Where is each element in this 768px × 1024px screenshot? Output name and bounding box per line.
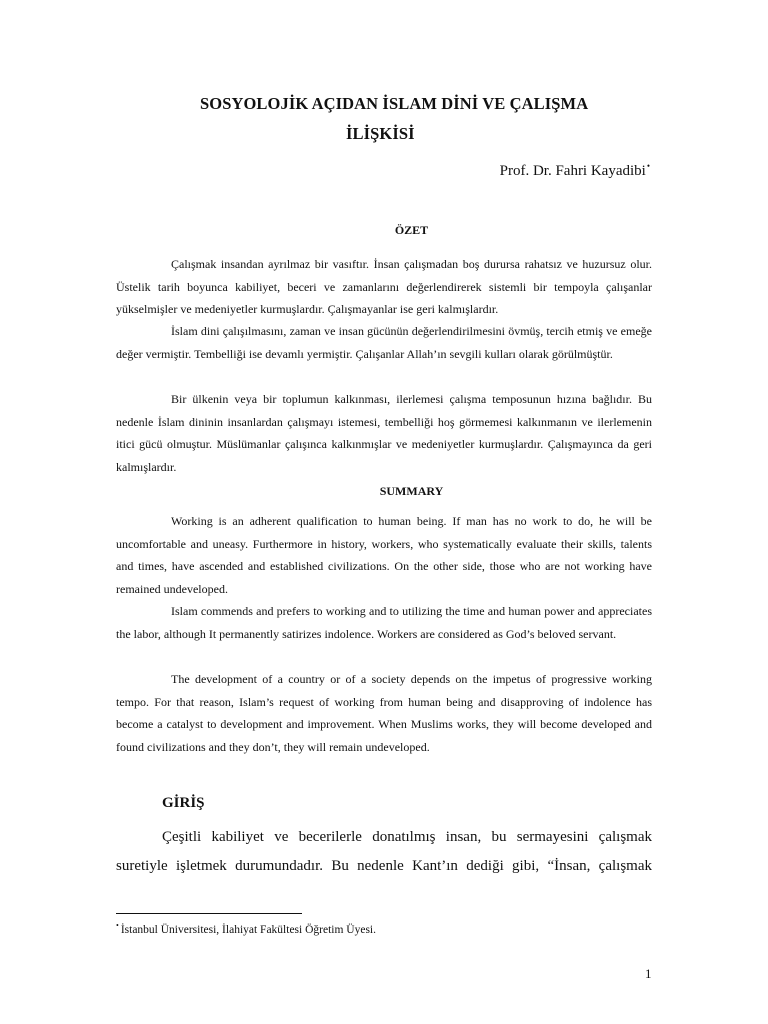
page-number: 1 bbox=[645, 966, 652, 981]
ozet-paragraph: Bir ülkenin veya bir toplumun kalkınması, ilerlemesi çalışma temposunun hızına bağlıdır. Bu nedenle İslam dininin insanlardan çalışmayı istemesi, tembelliği hoş görmemesi kalkınmanın ve ilerlemenin itici gücü olmuştur. Müslümanlar çalışınca kalkınmışlar ve medeniyetler kurmuşlardır. Çalışmayınca da geri kalmışlardır. bbox=[116, 392, 652, 474]
author-footnote-marker: • bbox=[646, 161, 650, 171]
ozet-paragraph: İslam dini çalışılmasını, zaman ve insan gücünün değerlendirilmesini övmüş, tercih etmiş ve emeğe değer vermiştir. Tembelliği ise devamlı yermiştir. Çalışanlar Allah’ın sevgili kulları olarak görülmüştür. bbox=[116, 324, 652, 361]
giris-heading: GİRİŞ bbox=[162, 795, 205, 811]
ozet-heading: ÖZET bbox=[394, 223, 429, 237]
footnote-text: İstanbul Üniversitesi, İlahiyat Fakültesi Öğretim Üyesi. bbox=[120, 924, 377, 936]
summary-paragraph: Working is an adherent qualification to human being. If man has no work to do, he will be uncomfortable and uneasy. Furthermore in history, workers, who systematically evaluate their skills, talents and times, have ascended and established civilizations. On the other side, those who are not working have remained undeveloped. bbox=[116, 514, 652, 596]
summary-paragraph: The development of a country or of a society depends on the impetus of progressive working tempo. For that reason, Islam’s request of working from human being and disapproving of indolence has become a catalyst to development and improvement. When Muslims works, they will become developed and found civilizations and they don’t, they will remain undeveloped. bbox=[116, 672, 652, 754]
article-title-line-2: İLİŞKİSİ bbox=[346, 124, 415, 143]
footnote bbox=[116, 921, 376, 936]
footnote-marker: • bbox=[116, 921, 119, 930]
summary-heading: SUMMARY bbox=[379, 484, 444, 498]
ozet-paragraph: Çalışmak insandan ayrılmaz bir vasıftır. İnsan çalışmadan boş durursa rahatsız ve huzursuz olur. Üstelik tarih boyunca kabiliyet, beceri ve zamanlarını değerlendirerek sistemli bir tempoyla çalışanlar yükselmişler ve medeniyetler kurmuşlardır. Çalışmayanlar ise geri kalmışlardır. bbox=[116, 257, 652, 316]
giris-paragraph: Çeşitli kabiliyet ve becerilerle donatılmış insan, bu sermayesini çalışmak suretiyle işletmek durumundadır. Bu nedenle Kant’ın dediği gibi, “İnsan, çalışmak bbox=[116, 829, 652, 874]
author-name: Prof. Dr. Fahri Kayadibi bbox=[499, 163, 646, 179]
article-title-line-1: SOSYOLOJİK AÇIDAN İSLAM DİNİ VE ÇALIŞMA bbox=[200, 94, 589, 113]
summary-paragraph: Islam commends and prefers to working and to utilizing the time and human power and appreciates the labor, although It permanently satirizes indolence. Workers are considered as God’s beloved servant. bbox=[116, 604, 652, 641]
footnote-divider bbox=[116, 913, 302, 914]
author-line bbox=[500, 161, 650, 180]
